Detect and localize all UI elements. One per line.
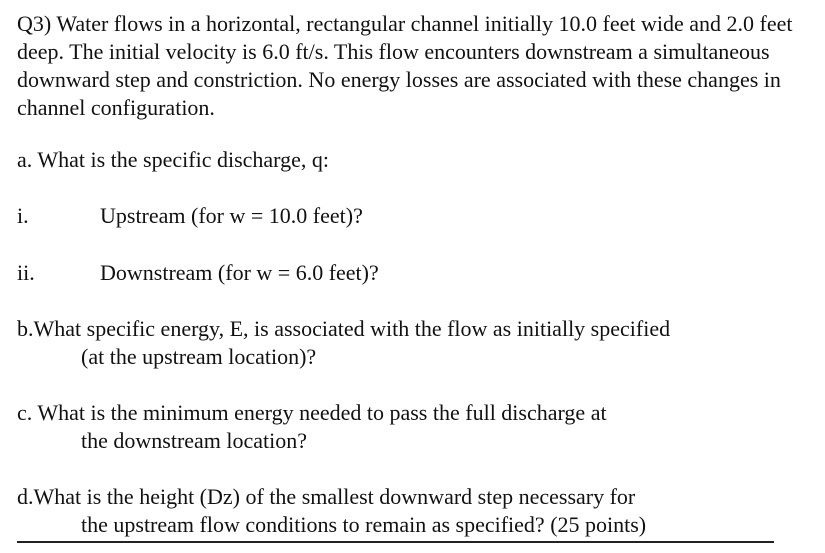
question-intro: Q3) Water flows in a horizontal, rectangular channel initially 10.0 feet wide and 2.0 feet deep. The initial velocity is 6.0 ft/s. This flow encounters downstream a simultaneous downward step and constriction. No energy losses are associated with these changes in channel configuration.: [17, 11, 793, 120]
part-d-line1: d.What is the height (Dz) of the smallest downward step necessary for: [17, 484, 636, 509]
part-c-line1: c. What is the minimum energy needed to pass the full discharge at: [17, 400, 607, 425]
part-b-line2: (at the upstream location)?: [81, 344, 317, 369]
part-a-i-numeral: i.: [17, 203, 29, 228]
part-b-line1: b.What specific energy, E, is associated with the flow as initially specified: [17, 316, 671, 341]
part-c-line2: the downstream location?: [81, 428, 308, 453]
part-a-prompt: a. What is the specific discharge, q:: [17, 147, 329, 172]
part-a-ii-text: Downstream (for w = 6.0 feet)?: [100, 260, 379, 285]
part-a-i-text: Upstream (for w = 10.0 feet)?: [100, 203, 363, 228]
part-a-ii-numeral: ii.: [17, 260, 35, 285]
bottom-rule: [17, 541, 774, 543]
part-d-line2: the upstream flow conditions to remain as specified? (25 points): [81, 512, 647, 537]
